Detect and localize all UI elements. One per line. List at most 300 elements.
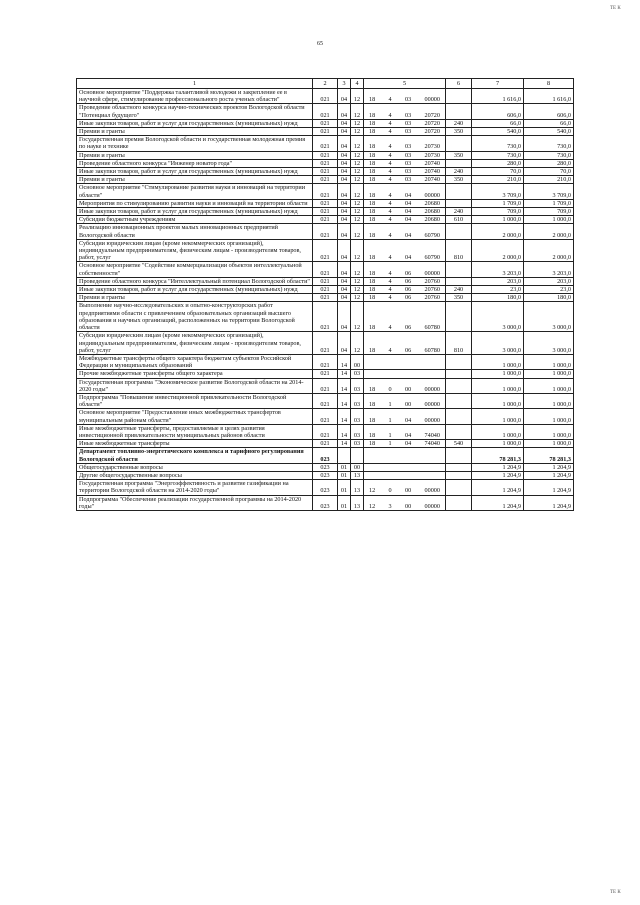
table-row bbox=[77, 354, 574, 369]
target-article-part: 4 bbox=[388, 216, 392, 224]
row-name: Основное мероприятие "Предоставление иных межбюджетных трансфертов муниципальным районам области" bbox=[77, 409, 313, 424]
target-article-part: 03 bbox=[404, 128, 412, 136]
cell-admin-code: 021 bbox=[313, 332, 338, 355]
target-article-part: 00000 bbox=[424, 416, 440, 424]
cell-amount: 606,0 bbox=[472, 104, 524, 119]
target-article-part: 4 bbox=[388, 324, 392, 332]
cell-amount: 78 281,3 bbox=[472, 448, 524, 463]
cell-expense-type: 350 bbox=[446, 294, 472, 302]
table-row bbox=[77, 286, 574, 294]
column-header: 3 bbox=[338, 79, 351, 89]
target-article-part: 03 bbox=[404, 96, 412, 104]
cell-subsection: 12 bbox=[351, 208, 364, 216]
cell-section: 14 bbox=[338, 440, 351, 448]
row-name: Субсидии юридическим лицам (кроме некоммерческих организаций), индивидуальным предпринимателям, физическим лицам - производителям товаров, работ, услуг bbox=[77, 239, 313, 262]
cell-amount: 1 616,0 bbox=[472, 89, 524, 104]
cell-target-article bbox=[364, 286, 446, 294]
target-article-part: 60780 bbox=[424, 346, 440, 354]
cell-section: 04 bbox=[338, 216, 351, 224]
target-article-part: 04 bbox=[404, 431, 412, 439]
cell-section: 04 bbox=[338, 332, 351, 355]
row-name: Иные закупки товаров, работ и услуг для государственных (муниципальных) нужд bbox=[77, 286, 313, 294]
cell-amount-total: 1 204,9 bbox=[524, 471, 574, 479]
target-article-part: 18 bbox=[369, 294, 376, 302]
cell-expense-type: 810 bbox=[446, 239, 472, 262]
cell-section: 01 bbox=[338, 480, 351, 495]
cell-section: 04 bbox=[338, 286, 351, 294]
column-header: 2 bbox=[313, 79, 338, 89]
cell-amount: 3 709,0 bbox=[472, 184, 524, 199]
target-article-part: 20740 bbox=[424, 159, 440, 167]
cell-amount-total: 23,0 bbox=[524, 286, 574, 294]
target-article-part: 4 bbox=[388, 96, 392, 104]
cell-target-article bbox=[364, 239, 446, 262]
cell-admin-code: 021 bbox=[313, 424, 338, 439]
target-article-part: 03 bbox=[404, 151, 412, 159]
cell-amount-total: 180,0 bbox=[524, 294, 574, 302]
cell-amount: 1 000,0 bbox=[472, 409, 524, 424]
cell-section: 14 bbox=[338, 424, 351, 439]
target-article-part: 20760 bbox=[424, 294, 440, 302]
target-article-part: 20720 bbox=[424, 119, 440, 127]
row-name: Подпрограмма "Обеспечение реализации государственной программы на 2014-2020 годы" bbox=[77, 495, 313, 510]
target-article-part: 18 bbox=[369, 277, 376, 285]
cell-subsection: 03 bbox=[351, 409, 364, 424]
table-row bbox=[77, 119, 574, 127]
target-article-part: 00000 bbox=[424, 191, 440, 199]
cell-expense-type: 240 bbox=[446, 119, 472, 127]
cell-subsection: 03 bbox=[351, 378, 364, 393]
cell-expense-type bbox=[446, 354, 472, 369]
cell-amount: 709,0 bbox=[472, 208, 524, 216]
target-article-part: 4 bbox=[388, 168, 392, 176]
cell-amount-total: 78 281,3 bbox=[524, 448, 574, 463]
table-header-row bbox=[77, 79, 574, 89]
cell-target-article bbox=[364, 471, 446, 479]
table-row bbox=[77, 332, 574, 355]
cell-subsection: 12 bbox=[351, 89, 364, 104]
cell-subsection: 12 bbox=[351, 104, 364, 119]
cell-section bbox=[338, 448, 351, 463]
cell-section: 04 bbox=[338, 239, 351, 262]
cell-admin-code: 021 bbox=[313, 354, 338, 369]
target-article-part: 00 bbox=[404, 502, 412, 510]
target-article-part: 4 bbox=[388, 143, 392, 151]
cell-amount: 1 204,9 bbox=[472, 480, 524, 495]
cell-expense-type: 240 bbox=[446, 286, 472, 294]
cell-target-article bbox=[364, 424, 446, 439]
target-article-part: 00 bbox=[404, 385, 412, 393]
cell-section: 04 bbox=[338, 159, 351, 167]
column-header: 8 bbox=[524, 79, 574, 89]
cell-section: 04 bbox=[338, 199, 351, 207]
row-name: Иные межбюджетные трансферты, предоставляемые в целях развития инвестиционной привлекательности муниципальных районов области bbox=[77, 424, 313, 439]
cell-admin-code: 021 bbox=[313, 239, 338, 262]
cell-expense-type: 350 bbox=[446, 176, 472, 184]
target-article-part: 12 bbox=[369, 502, 376, 510]
row-name: Государственная программа "Экономическое развитие Вологодской области на 2014-2020 годы" bbox=[77, 378, 313, 393]
row-name: Иные межбюджетные трансферты bbox=[77, 440, 313, 448]
cell-amount-total: 1 000,0 bbox=[524, 354, 574, 369]
cell-amount-total: 210,0 bbox=[524, 176, 574, 184]
row-name: Субсидии бюджетным учреждениям bbox=[77, 216, 313, 224]
cell-expense-type bbox=[446, 448, 472, 463]
table-row bbox=[77, 216, 574, 224]
target-article-part: 03 bbox=[404, 119, 412, 127]
cell-section: 14 bbox=[338, 409, 351, 424]
row-name: Иные закупки товаров, работ и услуг для государственных (муниципальных) нужд bbox=[77, 168, 313, 176]
target-article-part: 18 bbox=[369, 286, 376, 294]
cell-subsection: 12 bbox=[351, 239, 364, 262]
cell-subsection: 13 bbox=[351, 495, 364, 510]
cell-subsection: 12 bbox=[351, 168, 364, 176]
table-row bbox=[77, 495, 574, 510]
cell-subsection: 12 bbox=[351, 159, 364, 167]
target-article-part: 00000 bbox=[424, 502, 440, 510]
cell-subsection: 12 bbox=[351, 119, 364, 127]
target-article-part: 18 bbox=[369, 128, 376, 136]
cell-section: 14 bbox=[338, 378, 351, 393]
cell-admin-code: 023 bbox=[313, 495, 338, 510]
table-row bbox=[77, 471, 574, 479]
target-article-part: 04 bbox=[404, 254, 412, 262]
cell-admin-code: 021 bbox=[313, 378, 338, 393]
cell-section: 04 bbox=[338, 104, 351, 119]
cell-subsection: 12 bbox=[351, 224, 364, 239]
cell-target-article bbox=[364, 277, 446, 285]
target-article-part: 18 bbox=[369, 168, 376, 176]
cell-section: 04 bbox=[338, 128, 351, 136]
table-row bbox=[77, 262, 574, 277]
cell-target-article bbox=[364, 370, 446, 378]
cell-target-article bbox=[364, 168, 446, 176]
cell-section: 04 bbox=[338, 176, 351, 184]
table-row bbox=[77, 128, 574, 136]
cell-amount-total: 730,0 bbox=[524, 151, 574, 159]
target-article-part: 20730 bbox=[424, 151, 440, 159]
target-article-part: 60790 bbox=[424, 254, 440, 262]
table-row bbox=[77, 208, 574, 216]
table-row bbox=[77, 424, 574, 439]
cell-expense-type: 810 bbox=[446, 332, 472, 355]
cell-amount-total: 1 204,9 bbox=[524, 480, 574, 495]
row-name: Премии и гранты bbox=[77, 151, 313, 159]
target-article-part: 00000 bbox=[424, 269, 440, 277]
cell-amount: 1 000,0 bbox=[472, 378, 524, 393]
target-article-part: 4 bbox=[388, 208, 392, 216]
cell-expense-type bbox=[446, 262, 472, 277]
cell-subsection: 03 bbox=[351, 370, 364, 378]
target-article-part: 20720 bbox=[424, 111, 440, 119]
page-number: 65 bbox=[317, 41, 323, 47]
cell-expense-type bbox=[446, 302, 472, 332]
target-article-part: 4 bbox=[388, 159, 392, 167]
cell-admin-code: 021 bbox=[313, 136, 338, 151]
cell-subsection: 12 bbox=[351, 151, 364, 159]
target-article-part: 4 bbox=[388, 269, 392, 277]
table-row bbox=[77, 463, 574, 471]
cell-target-article bbox=[364, 409, 446, 424]
target-article-part: 60780 bbox=[424, 324, 440, 332]
target-article-part: 20760 bbox=[424, 277, 440, 285]
row-name: Подпрограмма "Повышение инвестиционной привлекательности Вологодской области" bbox=[77, 393, 313, 408]
target-article-part: 4 bbox=[388, 277, 392, 285]
cell-admin-code: 021 bbox=[313, 216, 338, 224]
target-article-part: 18 bbox=[369, 269, 376, 277]
cell-section: 04 bbox=[338, 89, 351, 104]
target-article-part: 0 bbox=[388, 385, 392, 393]
cell-expense-type bbox=[446, 277, 472, 285]
target-article-part: 18 bbox=[369, 416, 376, 424]
cell-amount-total: 1 204,9 bbox=[524, 463, 574, 471]
cell-amount: 1 000,0 bbox=[472, 216, 524, 224]
cell-subsection: 12 bbox=[351, 277, 364, 285]
cell-expense-type bbox=[446, 136, 472, 151]
cell-expense-type bbox=[446, 89, 472, 104]
cell-amount-total: 709,0 bbox=[524, 208, 574, 216]
cell-section: 04 bbox=[338, 168, 351, 176]
cell-admin-code: 021 bbox=[313, 104, 338, 119]
target-article-part: 4 bbox=[388, 191, 392, 199]
cell-subsection: 13 bbox=[351, 480, 364, 495]
target-article-part: 04 bbox=[404, 416, 412, 424]
cell-admin-code: 023 bbox=[313, 480, 338, 495]
table-row bbox=[77, 409, 574, 424]
target-article-part: 03 bbox=[404, 143, 412, 151]
table-row bbox=[77, 393, 574, 408]
cell-expense-type bbox=[446, 471, 472, 479]
target-article-part: 18 bbox=[369, 431, 376, 439]
target-article-part: 04 bbox=[404, 208, 412, 216]
target-article-part: 06 bbox=[404, 324, 412, 332]
cell-admin-code: 021 bbox=[313, 440, 338, 448]
table-row bbox=[77, 370, 574, 378]
target-article-part: 18 bbox=[369, 208, 376, 216]
cell-target-article bbox=[364, 262, 446, 277]
table-row bbox=[77, 302, 574, 332]
cell-target-article bbox=[364, 151, 446, 159]
cell-admin-code: 021 bbox=[313, 184, 338, 199]
cell-subsection: 12 bbox=[351, 176, 364, 184]
cell-subsection: 12 bbox=[351, 199, 364, 207]
row-name: Премии и гранты bbox=[77, 294, 313, 302]
target-article-part: 03 bbox=[404, 111, 412, 119]
row-name: Общегосударственные вопросы bbox=[77, 463, 313, 471]
cell-amount-total: 1 000,0 bbox=[524, 440, 574, 448]
cell-target-article bbox=[364, 302, 446, 332]
table-row bbox=[77, 151, 574, 159]
table-row bbox=[77, 89, 574, 104]
table-row bbox=[77, 184, 574, 199]
row-name: Департамент топливно-энергетического комплекса и тарифного регулирования Вологодской области bbox=[77, 448, 313, 463]
target-article-part: 04 bbox=[404, 216, 412, 224]
target-article-part: 04 bbox=[404, 191, 412, 199]
cell-amount-total: 70,0 bbox=[524, 168, 574, 176]
target-article-part: 18 bbox=[369, 216, 376, 224]
cell-amount: 2 000,0 bbox=[472, 239, 524, 262]
cell-amount: 540,0 bbox=[472, 128, 524, 136]
cell-admin-code: 021 bbox=[313, 286, 338, 294]
cell-section: 01 bbox=[338, 471, 351, 479]
cell-subsection: 12 bbox=[351, 184, 364, 199]
cell-admin-code: 021 bbox=[313, 277, 338, 285]
target-article-part: 18 bbox=[369, 111, 376, 119]
cell-subsection: 03 bbox=[351, 424, 364, 439]
cell-section: 04 bbox=[338, 184, 351, 199]
cell-subsection: 12 bbox=[351, 136, 364, 151]
cell-section: 04 bbox=[338, 302, 351, 332]
target-article-part: 18 bbox=[369, 440, 376, 448]
target-article-part: 4 bbox=[388, 176, 392, 184]
cell-target-article bbox=[364, 480, 446, 495]
cell-admin-code: 023 bbox=[313, 463, 338, 471]
target-article-part: 18 bbox=[369, 199, 376, 207]
row-name: Проведение областного конкурса "Инженер новатор года" bbox=[77, 159, 313, 167]
cell-expense-type bbox=[446, 463, 472, 471]
cell-section: 04 bbox=[338, 208, 351, 216]
row-name: Иные закупки товаров, работ и услуг для государственных (муниципальных) нужд bbox=[77, 119, 313, 127]
cell-amount: 1 204,9 bbox=[472, 495, 524, 510]
target-article-part: 60790 bbox=[424, 231, 440, 239]
cell-amount-total: 3 000,0 bbox=[524, 302, 574, 332]
cell-target-article bbox=[364, 128, 446, 136]
cell-expense-type bbox=[446, 409, 472, 424]
cell-amount-total: 2 000,0 bbox=[524, 239, 574, 262]
row-name: Субсидии юридическим лицам (кроме некоммерческих организаций), индивидуальным предпринимателям, физическим лицам - производителям товаров, работ, услуг bbox=[77, 332, 313, 355]
cell-expense-type bbox=[446, 378, 472, 393]
cell-section: 01 bbox=[338, 463, 351, 471]
cell-admin-code: 021 bbox=[313, 262, 338, 277]
cell-amount: 3 203,0 bbox=[472, 262, 524, 277]
cell-admin-code: 021 bbox=[313, 208, 338, 216]
target-article-part: 4 bbox=[388, 151, 392, 159]
cell-amount-total: 1 000,0 bbox=[524, 424, 574, 439]
table-row bbox=[77, 104, 574, 119]
cell-expense-type: 610 bbox=[446, 216, 472, 224]
row-name: Мероприятия по стимулированию развития науки и инноваций на территории области bbox=[77, 199, 313, 207]
corner-mark-top: ТЕ К bbox=[610, 6, 621, 11]
budget-table bbox=[76, 78, 574, 511]
cell-amount: 1 709,0 bbox=[472, 199, 524, 207]
cell-amount: 1 000,0 bbox=[472, 440, 524, 448]
cell-admin-code: 021 bbox=[313, 89, 338, 104]
corner-mark-bottom: ТЕ К bbox=[610, 890, 621, 895]
cell-amount: 66,0 bbox=[472, 119, 524, 127]
table-row bbox=[77, 378, 574, 393]
cell-amount: 203,0 bbox=[472, 277, 524, 285]
cell-section: 04 bbox=[338, 136, 351, 151]
cell-section: 04 bbox=[338, 224, 351, 239]
cell-target-article bbox=[364, 176, 446, 184]
cell-subsection: 12 bbox=[351, 294, 364, 302]
row-name: Премии и гранты bbox=[77, 176, 313, 184]
target-article-part: 4 bbox=[388, 294, 392, 302]
row-name: Проведение областного конкурса "Интеллектуальный потенциал Вологодской области" bbox=[77, 277, 313, 285]
cell-expense-type: 240 bbox=[446, 168, 472, 176]
table-row bbox=[77, 277, 574, 285]
row-name: Государственная премия Вологодской области и государственная молодежная премия по науке и технике bbox=[77, 136, 313, 151]
target-article-part: 18 bbox=[369, 324, 376, 332]
cell-target-article bbox=[364, 89, 446, 104]
cell-section: 04 bbox=[338, 119, 351, 127]
row-name: Реализацию инновационных проектов малых инновационных предприятий Вологодской области bbox=[77, 224, 313, 239]
cell-subsection: 12 bbox=[351, 128, 364, 136]
cell-expense-type bbox=[446, 199, 472, 207]
target-article-part: 4 bbox=[388, 254, 392, 262]
target-article-part: 03 bbox=[404, 168, 412, 176]
cell-target-article bbox=[364, 159, 446, 167]
target-article-part: 18 bbox=[369, 401, 376, 409]
table-row bbox=[77, 199, 574, 207]
target-article-part: 1 bbox=[388, 416, 392, 424]
target-article-part: 06 bbox=[404, 294, 412, 302]
cell-section: 04 bbox=[338, 294, 351, 302]
target-article-part: 74040 bbox=[424, 431, 440, 439]
target-article-part: 1 bbox=[388, 431, 392, 439]
cell-subsection: 13 bbox=[351, 471, 364, 479]
cell-amount: 23,0 bbox=[472, 286, 524, 294]
target-article-part: 4 bbox=[388, 111, 392, 119]
cell-amount: 2 000,0 bbox=[472, 224, 524, 239]
cell-amount: 1 000,0 bbox=[472, 424, 524, 439]
target-article-part: 1 bbox=[388, 440, 392, 448]
target-article-part: 18 bbox=[369, 385, 376, 393]
target-article-part: 4 bbox=[388, 119, 392, 127]
cell-amount-total: 3 709,0 bbox=[524, 184, 574, 199]
cell-admin-code: 021 bbox=[313, 159, 338, 167]
cell-admin-code: 021 bbox=[313, 409, 338, 424]
cell-amount: 210,0 bbox=[472, 176, 524, 184]
column-header: 7 bbox=[472, 79, 524, 89]
cell-section: 14 bbox=[338, 393, 351, 408]
target-article-part: 3 bbox=[388, 502, 392, 510]
target-article-part: 20740 bbox=[424, 168, 440, 176]
cell-subsection: 03 bbox=[351, 393, 364, 408]
table-row bbox=[77, 159, 574, 167]
target-article-part: 18 bbox=[369, 119, 376, 127]
cell-amount: 280,0 bbox=[472, 159, 524, 167]
cell-amount-total: 1 000,0 bbox=[524, 393, 574, 408]
target-article-part: 18 bbox=[369, 151, 376, 159]
cell-target-article bbox=[364, 448, 446, 463]
cell-amount: 1 204,9 bbox=[472, 463, 524, 471]
cell-expense-type: 350 bbox=[446, 128, 472, 136]
cell-amount-total: 1 000,0 bbox=[524, 378, 574, 393]
target-article-part: 18 bbox=[369, 231, 376, 239]
cell-amount-total: 280,0 bbox=[524, 159, 574, 167]
target-article-part: 06 bbox=[404, 269, 412, 277]
cell-amount-total: 606,0 bbox=[524, 104, 574, 119]
target-article-part: 74040 bbox=[424, 440, 440, 448]
cell-section: 04 bbox=[338, 151, 351, 159]
target-article-part: 20680 bbox=[424, 216, 440, 224]
target-article-part: 20740 bbox=[424, 176, 440, 184]
cell-subsection: 03 bbox=[351, 440, 364, 448]
target-article-part: 4 bbox=[388, 231, 392, 239]
cell-expense-type: 350 bbox=[446, 151, 472, 159]
cell-admin-code: 023 bbox=[313, 448, 338, 463]
cell-expense-type: 240 bbox=[446, 208, 472, 216]
cell-target-article bbox=[364, 332, 446, 355]
cell-expense-type bbox=[446, 184, 472, 199]
cell-subsection: 12 bbox=[351, 286, 364, 294]
table-row bbox=[77, 239, 574, 262]
row-name: Премии и гранты bbox=[77, 128, 313, 136]
cell-admin-code: 021 bbox=[313, 370, 338, 378]
cell-admin-code: 021 bbox=[313, 168, 338, 176]
target-article-part: 4 bbox=[388, 199, 392, 207]
target-article-part: 20760 bbox=[424, 286, 440, 294]
